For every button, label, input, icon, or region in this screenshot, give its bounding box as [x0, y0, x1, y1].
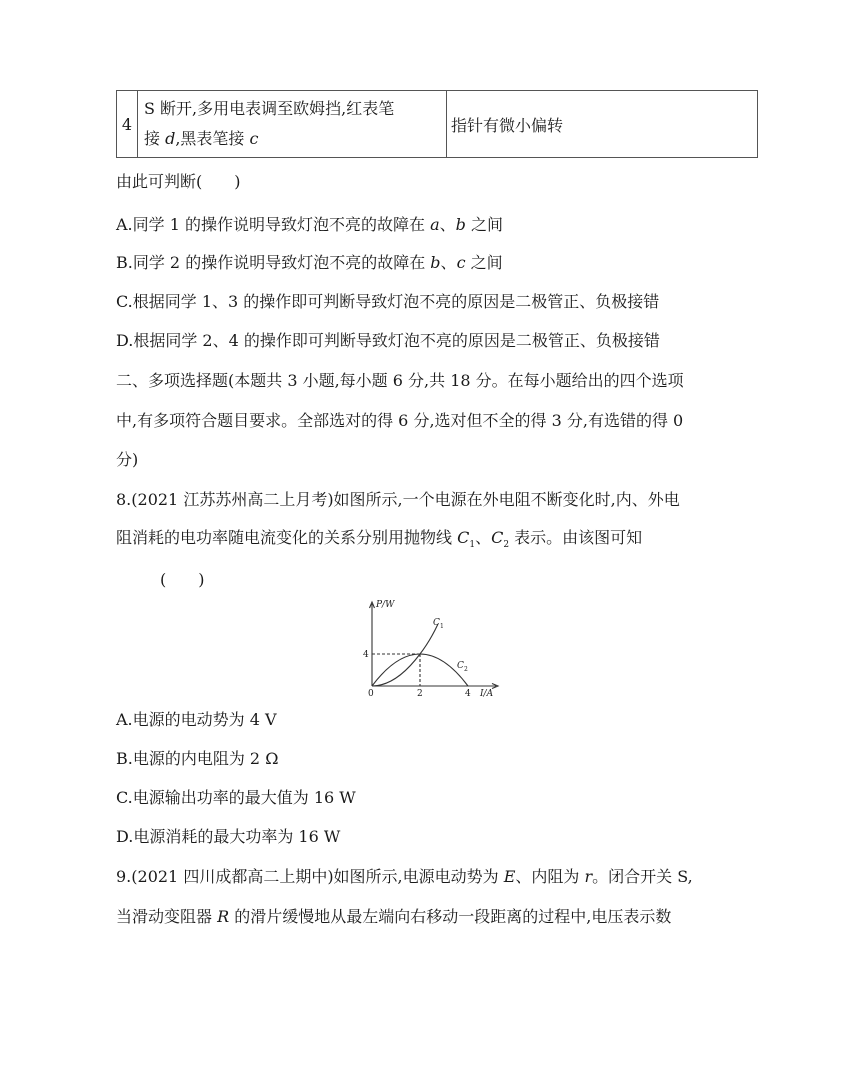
section2-line1: 二、多项选择题(本题共 3 小题,每小题 6 分,共 18 分。在每小题给出的四个选项	[116, 371, 684, 390]
q7-option-a: A.同学 1 的操作说明导致灯泡不亮的故障在 a、b 之间	[116, 215, 503, 234]
q8-answer-paren: ( )	[160, 570, 205, 589]
q7-option-d: D.根据同学 2、4 的操作即可判断导致灯泡不亮的原因是二极管正、负极接错	[116, 331, 660, 350]
var-c: c	[249, 129, 259, 148]
q7-option-b: B.同学 2 的操作说明导致灯泡不亮的故障在 b、c 之间	[116, 253, 503, 272]
q8-stem-line1: 8.(2021 江苏苏州高二上月考)如图所示,一个电源在外电阻不断变化时,内、外电	[116, 490, 680, 509]
table-row	[117, 91, 758, 158]
c2-label: C	[457, 661, 464, 671]
var-d: d	[165, 129, 176, 148]
x-axis-label: I/A	[480, 689, 494, 699]
y-axis-label: P/W	[376, 600, 395, 610]
table-cell-number: 4	[117, 91, 138, 158]
section2-line3: 分)	[116, 450, 139, 469]
q7-option-c: C.根据同学 1、3 的操作即可判断导致灯泡不亮的原因是二极管正、负极接错	[116, 292, 660, 311]
q8-option-c: C.电源输出功率的最大值为 16 W	[116, 788, 356, 807]
c2-subscript: 2	[464, 666, 468, 673]
c1-subscript: 1	[440, 623, 444, 630]
q8-option-d: D.电源消耗的最大功率为 16 W	[116, 827, 341, 846]
section2-line2: 中,有多项符合题目要求。全部选对的得 6 分,选对但不全的得 3 分,有选错的得 0	[116, 411, 684, 430]
q8-option-a: A.电源的电动势为 4 V	[116, 710, 277, 729]
q9-stem-line1: 9.(2021 四川成都高二上期中)如图所示,电源电动势为 E、内阻为 r。闭合开关 S,	[116, 867, 693, 886]
q7-stem: 由此可判断( )	[116, 172, 241, 191]
x-tick-2: 2	[417, 689, 423, 699]
q8-option-b: B.电源的内电阻为 2 Ω	[116, 749, 279, 768]
table-cell-result: 指针有微小偏转	[447, 91, 758, 158]
power-current-graph	[358, 596, 506, 700]
q9-stem-line2: 当滑动变阻器 R 的滑片缓慢地从最左端向右移动一段距离的过程中,电压表示数	[116, 907, 672, 926]
x-tick-4: 4	[465, 689, 471, 699]
x-tick-0: 0	[368, 689, 374, 699]
y-tick-4: 4	[363, 650, 369, 660]
table-cell-operation: S 断开,多用电表调至欧姆挡,红表笔 接 d,黑表笔接 c	[138, 91, 447, 158]
c1-label: C	[433, 618, 440, 628]
q8-stem-line2: 阻消耗的电功率随电流变化的关系分别用抛物线 $C_1$、$C_2$ 表示。由该图可知	[116, 528, 643, 551]
experiment-table	[116, 90, 758, 158]
operation-line1: S 断开,多用电表调至欧姆挡,红表笔	[144, 99, 395, 118]
